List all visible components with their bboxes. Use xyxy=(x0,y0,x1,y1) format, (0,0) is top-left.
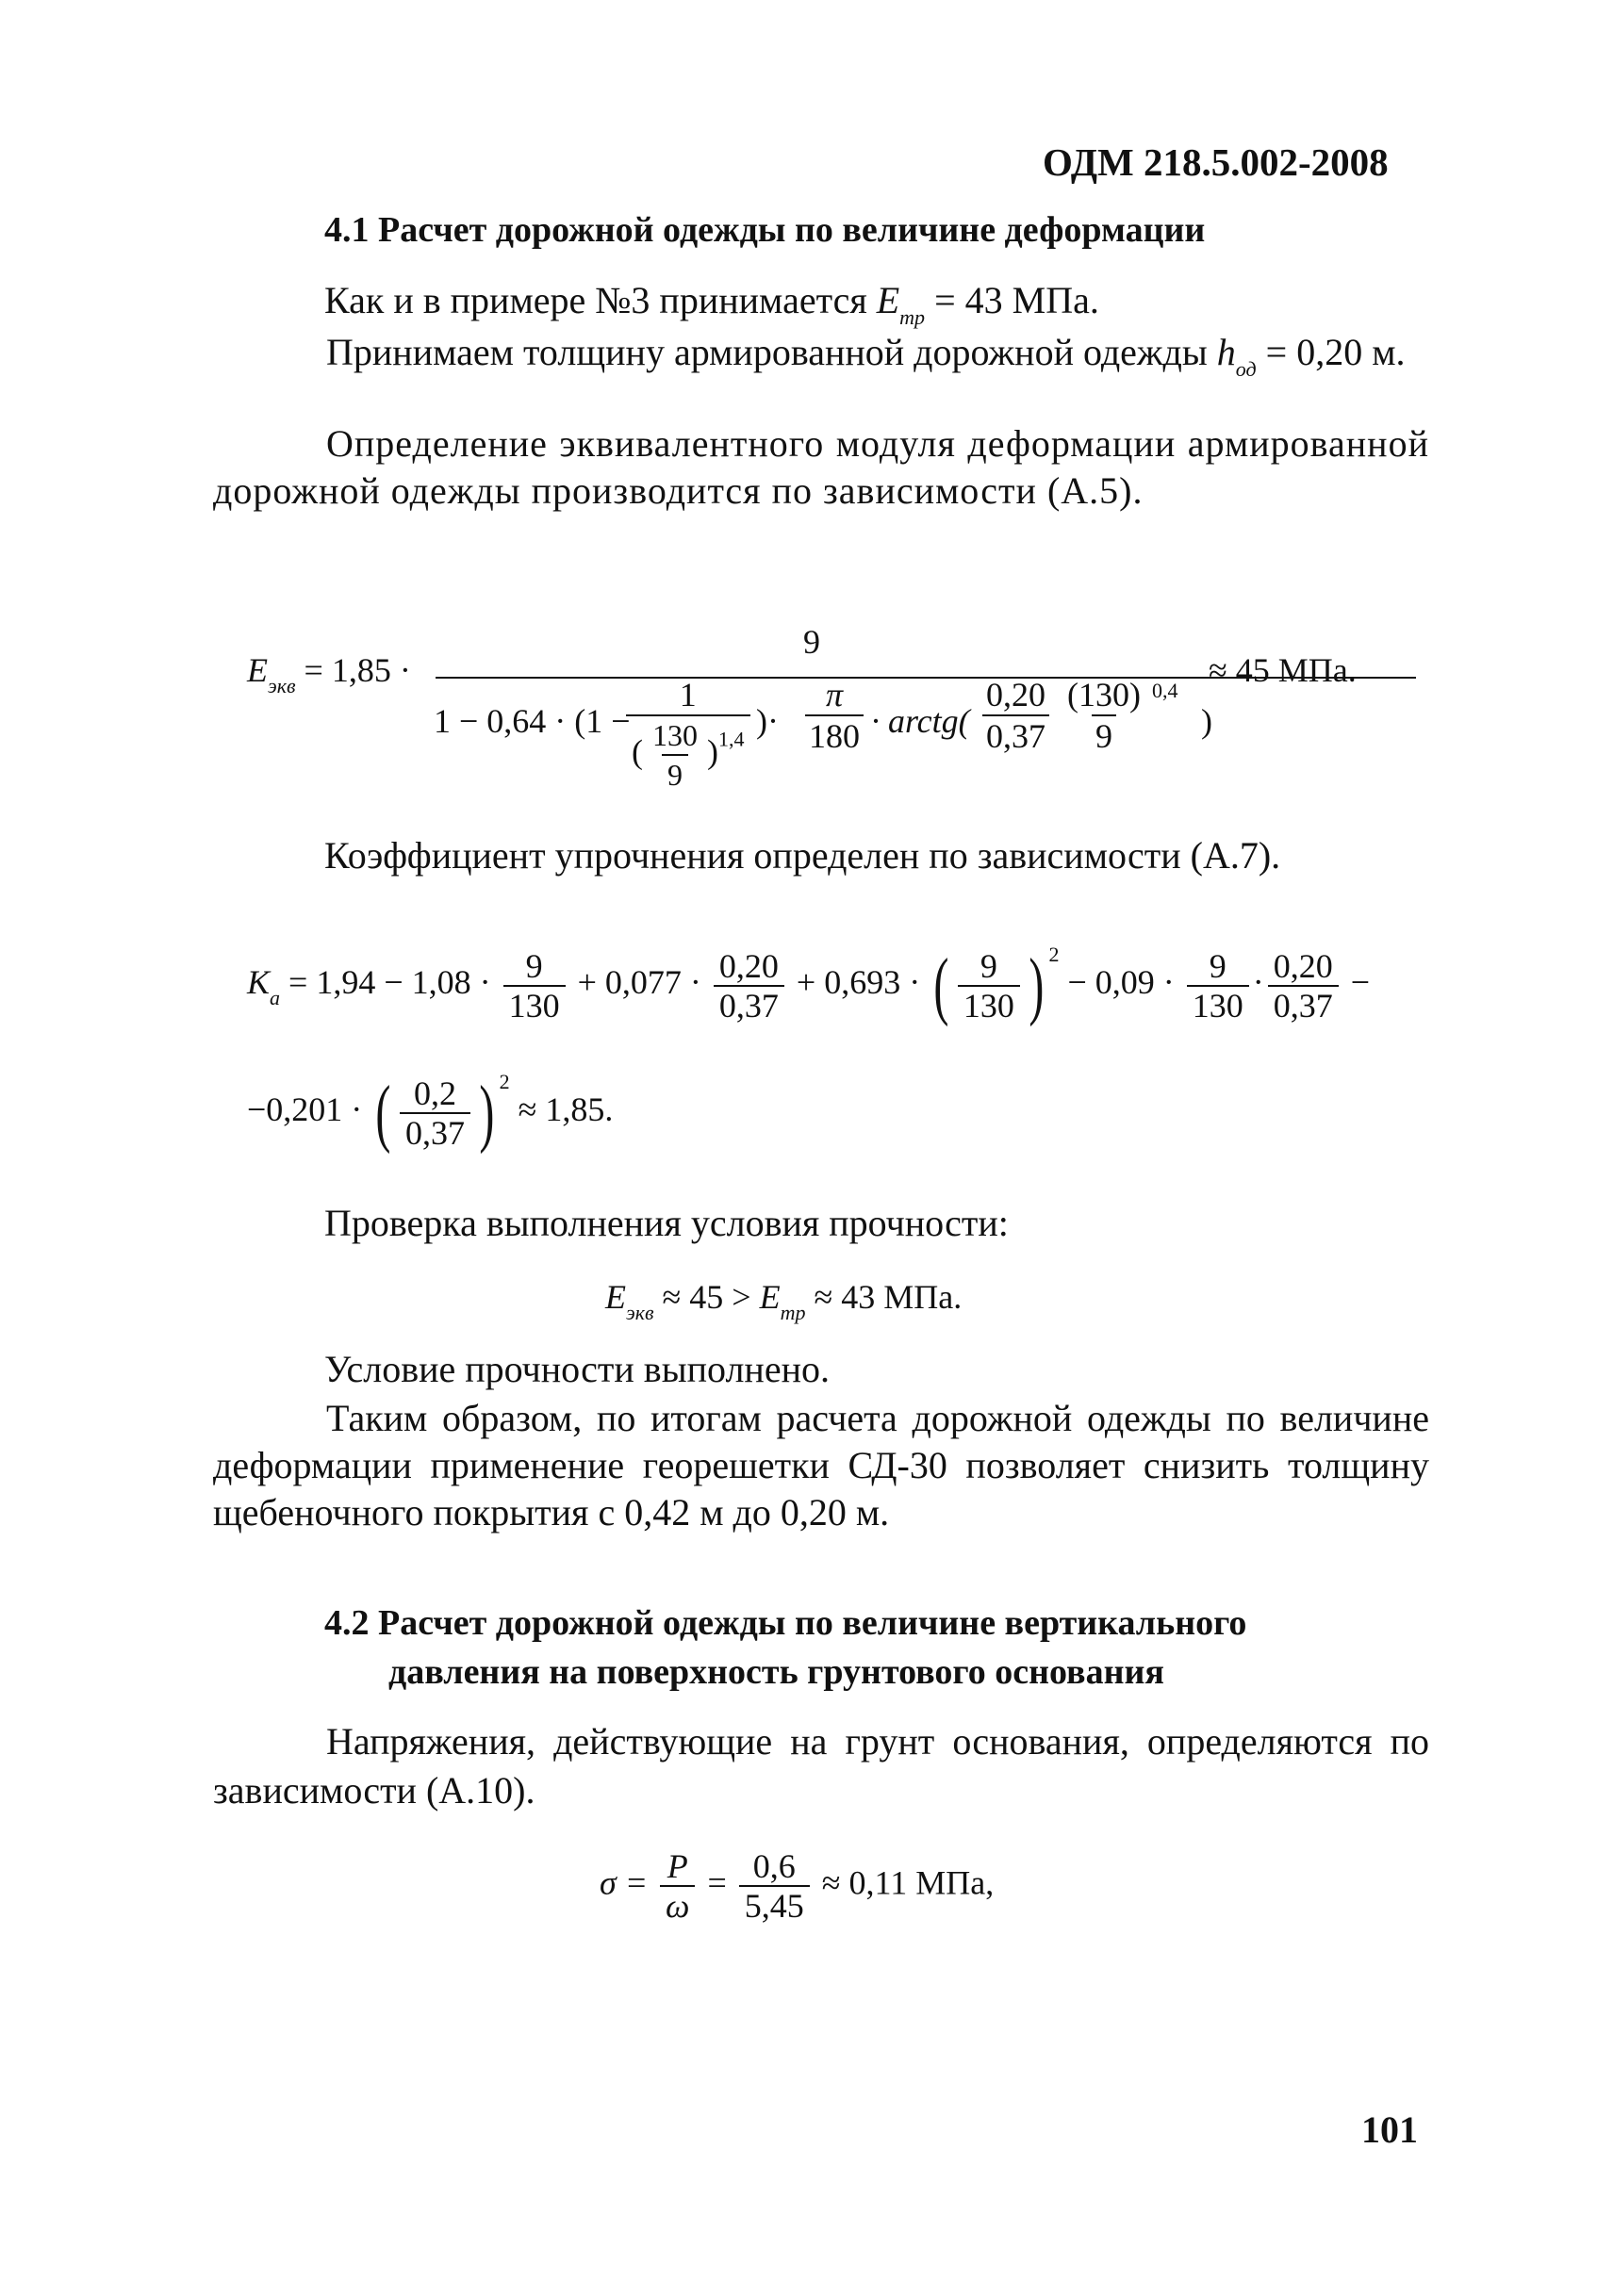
formula-eekv-den-a: 1 − 0,64 · (1 − xyxy=(434,702,631,740)
ka-sub: a xyxy=(270,986,281,1009)
check-end: ≈ 43 МПа. xyxy=(814,1278,963,1316)
den-180: 180 xyxy=(805,714,864,756)
sigma-eq: = xyxy=(707,1863,727,1902)
check-mid: ≈ 45 > xyxy=(662,1278,751,1316)
den-9: 9 xyxy=(662,754,688,794)
den-arctg: · arctg( xyxy=(871,702,970,740)
section-heading-4-1: 4.1 Расчет дорожной одежды по величине деформации xyxy=(324,210,1206,250)
hod-value: = 0,20 м. xyxy=(1265,331,1406,373)
ka-term1: = 1,94 − 1,08 · xyxy=(288,963,491,1001)
sigma-result: ≈ 0,11 МПа, xyxy=(821,1863,995,1902)
formula-e-ekv: $E_{экв} = 1,85$ · 9 1 − 0,64 · (1 − 1 ( $\frac{130}{9}$ )$^{1,4}$ )· π 180 · arctg( 0,20 0,37 (130) 9 0,4 ) ≈ 45 МПа. xyxy=(247,622,1407,820)
formula-sigma xyxy=(600,1847,994,1925)
standard-number: ОДМ 218.5.002-2008 xyxy=(1043,140,1389,184)
ka-f4-num: 9 xyxy=(1209,946,1227,985)
paragraph-strength-check: Проверка выполнения условия прочности: xyxy=(324,1202,1009,1244)
ka-term3: + 0,693 · xyxy=(796,963,921,1001)
den-exp-04: 0,4 xyxy=(1152,679,1178,702)
formula-eekv-sub: экв xyxy=(268,674,296,697)
check-etr-sub: тр xyxy=(780,1301,806,1324)
ka-f5-num: 0,20 xyxy=(1273,946,1333,985)
formula-eekv-inner-frac: 1 ( $\frac{130}{9}$ )$^{1,4}$ xyxy=(626,675,750,794)
formula-eekv-var: E xyxy=(247,651,268,689)
section-heading-4-2-line1: 4.2 Расчет дорожной одежды по величине вертикального xyxy=(324,1603,1247,1643)
den-020: 0,20 xyxy=(986,676,1045,713)
ka-f2-num: 0,20 xyxy=(718,946,779,985)
den-exp-14: 1,4 xyxy=(718,727,745,751)
check-eekv-var: E xyxy=(605,1278,626,1316)
paragraph-hardening-coefficient: Коэффициент упрочнения определен по зависимости (А.7). xyxy=(324,834,1281,877)
formula-strength-check xyxy=(605,1277,962,1325)
ka-term5: −0,201 · xyxy=(247,1091,363,1128)
etr-sub: тр xyxy=(899,305,926,329)
etr-value: = 43 МПа. xyxy=(934,279,1099,321)
formula-eekv-numerator: 9 xyxy=(803,623,820,661)
ka-f6-den: 0,37 xyxy=(400,1112,470,1152)
thickness-text: Принимаем толщину армированной дорожной одежды xyxy=(326,331,1208,373)
formula-eekv-ratio-frac xyxy=(982,675,1049,756)
ka-result: ≈ 1,85. xyxy=(518,1091,614,1128)
ka-f6-num: 0,2 xyxy=(413,1074,456,1112)
check-etr-var: E xyxy=(759,1278,781,1316)
paragraph-condition-met: Условие прочности выполнено. xyxy=(324,1348,830,1390)
ka-f5-den: 0,37 xyxy=(1268,985,1339,1025)
paragraph-conclusion: Таким образом, по итогам расчета дорожной одежды по величине деформации применение георешетки СД-30 позволяет снизить толщину щебеночного покрытия с 0,42 м до 0,20 м. xyxy=(213,1397,1429,1533)
formula-ka-line2: −0,201 · ( $\frac{0,2}{0,37}$ ) $^2$ ≈ 1,85. xyxy=(247,1070,614,1155)
ka-f2-den: 0,37 xyxy=(714,985,784,1025)
ka-f3-num: 9 xyxy=(980,946,997,985)
ka-exp2b: 2 xyxy=(499,1070,510,1093)
den-pi: π xyxy=(825,676,844,713)
formula-eekv-coef: = 1,85 · xyxy=(304,651,411,689)
paragraph-equivalent-modulus: Определение эквивалентного модуля деформации армированной дорожной одежды производится по зависимости (А.5). xyxy=(213,422,1429,512)
ka-term4: − 0,09 · xyxy=(1067,963,1175,1001)
check-eekv-sub: экв xyxy=(626,1301,654,1324)
den-037: 0,37 xyxy=(982,714,1049,756)
ka-term2: + 0,077 · xyxy=(577,963,701,1001)
den-9b: 9 xyxy=(1092,714,1116,756)
section-heading-4-2-line2: давления на поверхность грунтового основания xyxy=(388,1652,1164,1692)
ka-var: K xyxy=(247,963,271,1001)
ka-term4-end: − xyxy=(1350,963,1371,1001)
sigma-lhs: σ = xyxy=(600,1863,649,1902)
hod-var: h xyxy=(1216,331,1236,373)
ka-f4-den: 130 xyxy=(1187,985,1249,1025)
sigma-omega: ω xyxy=(660,1885,695,1925)
den-130: 130 xyxy=(652,718,698,752)
sigma-value-num: 0,6 xyxy=(752,1847,796,1885)
paragraph-stresses: Напряжения, действующие на грунт основания, определяются по зависимости (А.10). xyxy=(213,1720,1429,1812)
ka-f3-den: 130 xyxy=(958,985,1020,1025)
ka-f1-num: 9 xyxy=(525,946,543,985)
sigma-p: P xyxy=(667,1847,688,1885)
den-130b: 130 xyxy=(1078,676,1129,713)
ka-f1-den: 130 xyxy=(503,985,566,1025)
den-one: 1 xyxy=(679,676,697,713)
etr-text: Как и в примере №3 принимается xyxy=(324,279,867,321)
hod-sub: од xyxy=(1235,357,1257,381)
page-number: 101 xyxy=(1361,2108,1418,2151)
formula-eekv-pi-frac xyxy=(805,675,864,756)
etr-var: E xyxy=(876,279,900,321)
formula-ka: $K_a = 1,94 - 1,08$ · $\frac{9}{130}$ + 0,077 · $\frac{0,20}{0,37}$ + 0,693 · ( $\frac{9}{130}$ ) $^2$ − 0,09 · $\frac{9}{130}$ · $\frac{0,20}{0,37}$ − xyxy=(247,943,1371,1027)
paragraph-thickness xyxy=(213,330,1429,392)
sigma-value-den: 5,45 xyxy=(739,1885,810,1925)
formula-eekv-ratio2-frac: (130) 9 xyxy=(1067,676,1141,755)
ka-exp2: 2 xyxy=(1048,943,1060,966)
formula-eekv-result: ≈ 45 МПа. xyxy=(1209,651,1357,689)
